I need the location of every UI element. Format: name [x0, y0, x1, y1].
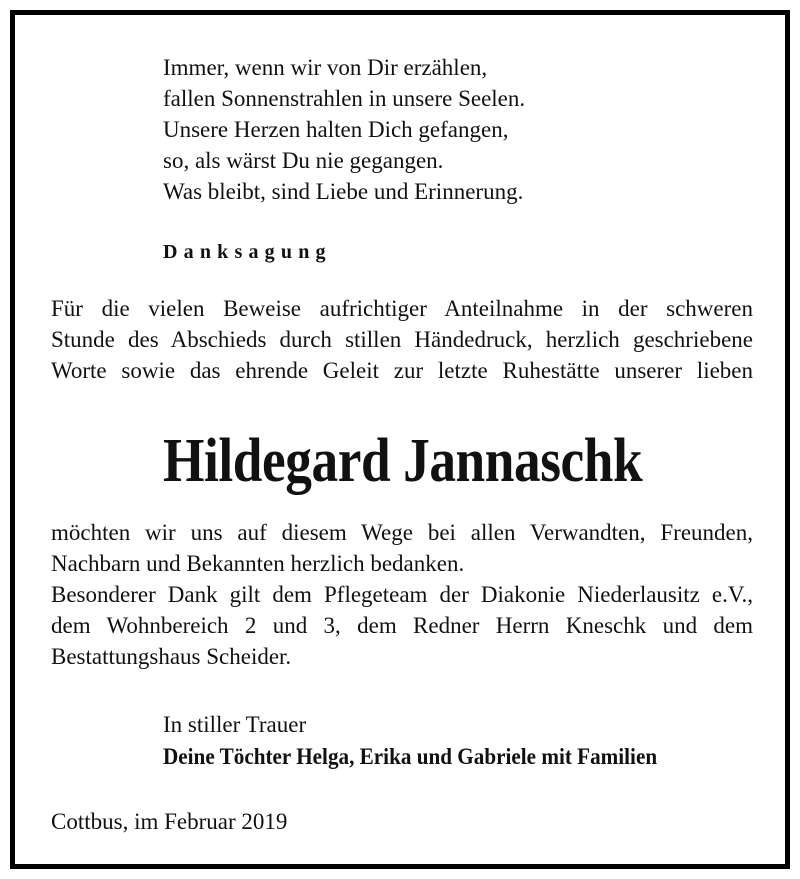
notice-border	[10, 10, 790, 869]
deceased-name: Hildegard Jannaschk	[163, 427, 643, 495]
paragraph-line: Nachbarn und Bekannten herzlich bedanken.	[51, 551, 465, 576]
poem-line: Was bleibt, sind Liebe und Erinnerung.	[163, 179, 524, 204]
paragraph-line: Besonderer Dank gilt dem Pflegeteam der Diakonie Niederlausitz e.V.,	[51, 582, 753, 607]
paragraph-line: Bestattungshaus Scheider.	[51, 644, 292, 669]
dateline: Cottbus, im Februar 2019	[51, 809, 288, 834]
paragraph-line: Für die vielen Beweise aufrichtiger Anteilnahme in der schweren	[51, 296, 753, 321]
paragraph-line: möchten wir uns auf diesem Wege bei allen Verwandten, Freunden,	[51, 520, 753, 545]
poem-line: so, als wärst Du nie gegangen.	[163, 148, 444, 173]
closing-block	[163, 709, 700, 773]
poem-line: fallen Sonnenstrahlen in unsere Seelen.	[163, 86, 526, 111]
signers-line: Deine Töchter Helga, Erika und Gabriele mit Familien	[163, 744, 658, 769]
mourning-line: In stiller Trauer	[163, 712, 307, 737]
intro-paragraph	[51, 293, 753, 386]
poem-line: Unsere Herzen halten Dich gefangen,	[163, 117, 509, 142]
notice-heading: Danksagung	[163, 241, 332, 263]
poem-line: Immer, wenn wir von Dir erzählen,	[163, 55, 488, 80]
paragraph-line: Worte sowie das ehrende Geleit zur letzte Ruhestätte unserer lieben	[51, 358, 753, 383]
paragraph-line: dem Wohnbereich 2 und 3, dem Redner Herrn Kneschk und dem	[51, 613, 753, 638]
paragraph-line: Stunde des Abschieds durch stillen Händedruck, herzlich geschriebene	[51, 327, 753, 352]
thanks-paragraph	[51, 517, 753, 672]
memorial-poem	[163, 52, 525, 207]
